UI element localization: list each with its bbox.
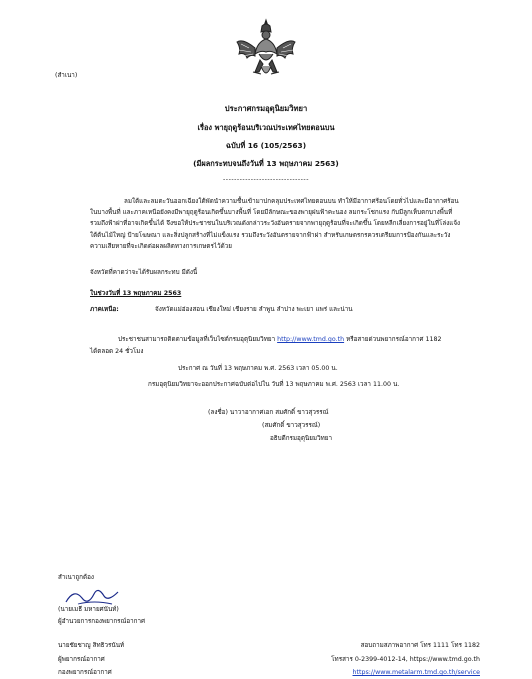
divider-line: ------------------------------- [223,176,309,183]
page-title: ประกาศกรมอุตุนิยมวิทยา [224,104,308,113]
certified-copy-label: สำเนาถูกต้อง [58,574,94,581]
region-label: ภาคเหนือ: [90,306,119,313]
announced-date: ประกาศ ณ วันที่ 13 พฤษภาคม พ.ศ. 2563 เวลา 05.00 น. [178,365,338,372]
garuda-emblem-icon [235,18,297,82]
contact-tail: หรือสายด่วนพยากรณ์อากาศ 1182 [346,336,442,343]
footer-right-line-2: โทรสาร 0-2399-4012-14, https://www.tmd.go.th [331,656,480,663]
website-link[interactable]: http://www.tmd.go.th [277,336,345,343]
certifier-name: (นายเมธี มหายศนันท์) [58,606,119,613]
footer-service-link[interactable]: https://www.metalarm.tmd.go.th/service [352,669,480,676]
areas-intro: จังหวัดที่คาดว่าจะได้รับผลกระทบ มีดังนี้ [90,269,198,276]
certifier-title: ผู้อำนวยการกองพยากรณ์อากาศ [58,618,146,625]
footer-left-line-2: ผู้พยากรณ์อากาศ [58,656,105,663]
subject-line: เรื่อง พายุฤดูร้อนบริเวณประเทศไทยตอนบน [197,123,335,132]
signer-title: อธิบดีกรมอุตุนิยมวิทยา [270,435,332,442]
footer-right-line-1: สอบถามสภาพอากาศ โทร 1111 โทร 1182 [360,642,480,649]
period-heading: ในช่วงวันที่ 13 พฤษภาคม 2563 [90,290,182,297]
contact-text: ประชาชนสามารถติดตามข้อมูลที่เว็บไซต์กรมอุตุนิยมวิทยา [118,336,276,343]
next-issue-notice: กรมอุตุนิยมวิทยาจะออกประกาศฉบับต่อไปใน วันที่ 13 พฤษภาคม พ.ศ. 2563 เวลา 11.00 น. [148,381,400,388]
effective-until: (มีผลกระทบจนถึงวันที่ 13 พฤษภาคม 2563) [193,159,339,168]
region-provinces: จังหวัดแม่ฮ่องสอน เชียงใหม่ เชียงราย ลำพูน ลำปาง พะเยา แพร่ และน่าน [155,306,353,313]
body-paragraph: ลมใต้และลมตะวันออกเฉียงใต้พัดนำความชื้นเข้ามาปกคลุมประเทศไทยตอนบน ทำให้มีอากาศร้อนโดยทั่วไปและมีอากาศร้อนในบางพื้นที่ และภาคเหนือยังคงมีพายุฤดูร้อนเกิดขึ้นบางพื้นที่ โดยมีลักษณะของพายุฝนฟ้าคะนอง ลมกระโชกแรง กับมีลูกเห็บตกบางพื้นที่ รวมถึงฟ้าผ่าที่อาจเกิดขึ้นได้ จึงขอให้ประชาชนในบริเวณดังกล่าวระวังอันตรายจากพายุฤดูร้อนที่จะเกิดขึ้น โดยหลีกเลี่ยงการอยู่ในที่โล่งแจ้ง ใต้ต้นไม้ใหญ่ ป้ายโฆษณา และสิ่งปลูกสร้างที่ไม่แข็งแรง รวมถึงระวังอันตรายจากฟ้าผ่า สำหรับเกษตรกรควรเตรียมการป้องกันและระวังความเสียหายที่จะเกิดต่อผลผลิตทางการเกษตรไว้ด้วย [90,198,461,250]
signer-name: (สมศักดิ์ ขาวสุวรรณ์) [262,422,321,429]
copy-mark: (สำเนา) [55,72,78,79]
signature-line: (ลงชื่อ) นาวาอากาศเอก สมศักดิ์ ขาวสุวรรณ์ [208,409,329,416]
footer-left-line-3: กองพยากรณ์อากาศ [58,669,112,676]
handwritten-signature-icon [60,584,130,608]
footer-left-line-1: นายชัยชาญู สิทธิวรนันท์ [58,642,125,649]
issue-number: ฉบับที่ 16 (105/2563) [225,141,307,150]
contact-hours: ได้ตลอด 24 ชั่วโมง [90,348,144,355]
contact-line [118,336,442,344]
